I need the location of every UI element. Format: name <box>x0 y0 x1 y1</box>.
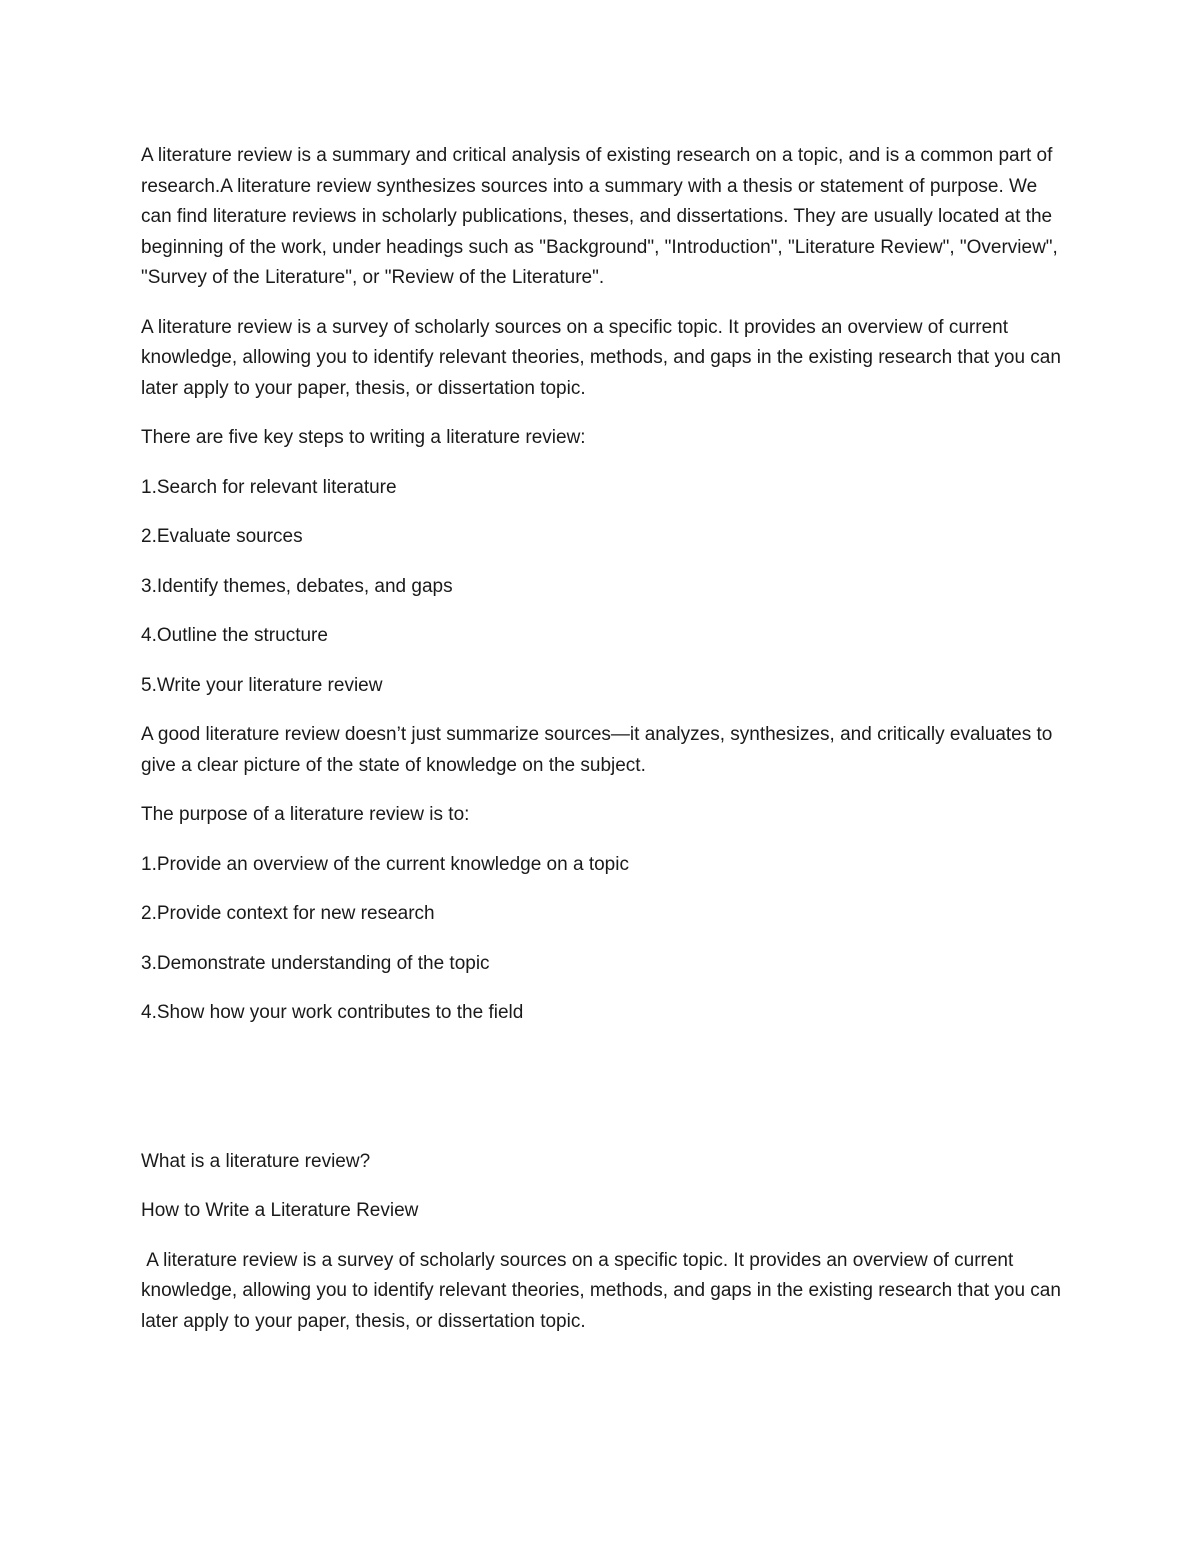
step-item: 5.Write your literature review <box>141 674 383 696</box>
good-review-paragraph: A good literature review doesn’t just summarize sources—it analyzes, synthesizes, and critically evaluates to give a clear picture of the state of knowledge on the subject. <box>141 724 1053 776</box>
purpose-item: 3.Demonstrate understanding of the topic <box>141 952 490 974</box>
closing-paragraph: A literature review is a survey of scholarly sources on a specific topic. It provides an overview of current knowledge, allowing you to identify relevant theories, methods, and gaps in the existing research that you can later apply to your paper, thesis, or dissertation topic. <box>141 1249 1067 1332</box>
steps-intro: There are five key steps to writing a literature review: <box>141 427 586 448</box>
document-body <box>141 141 1071 1356</box>
purpose-intro: The purpose of a literature review is to: <box>141 804 470 825</box>
purpose-item: 2.Provide context for new research <box>141 903 435 924</box>
question-heading: What is a literature review? <box>141 1150 371 1172</box>
step-item: 2.Evaluate sources <box>141 526 303 547</box>
purpose-item: 1.Provide an overview of the current knowledge on a topic <box>141 853 629 875</box>
survey-paragraph: A literature review is a survey of scholarly sources on a specific topic. It provides an overview of current knowledge, allowing you to identify relevant theories, methods, and gaps in the existing research that you can later apply to your paper, thesis, or dissertation topic. <box>141 316 1061 399</box>
blank-space <box>141 1048 1071 1147</box>
step-item: 3.Identify themes, debates, and gaps <box>141 575 453 597</box>
howto-heading: How to Write a Literature Review <box>141 1200 419 1221</box>
step-item: 4.Outline the structure <box>141 625 328 646</box>
intro-paragraph: A literature review is a summary and critical analysis of existing research on a topic, and is a common part of research.A literature review synthesizes sources into a summary with a thesis or statement of purpose. We can find literature reviews in scholarly publications, theses, and dissertations. They are usually located at the beginning of the work, under headings such as "Background", "Introduction", "Literature Review", "Overview", "Survey of the Literature", or "Review of the Literature". <box>141 145 1058 288</box>
purpose-item: 4.Show how your work contributes to the field <box>141 1002 524 1023</box>
step-item: 1.Search for relevant literature <box>141 476 397 498</box>
